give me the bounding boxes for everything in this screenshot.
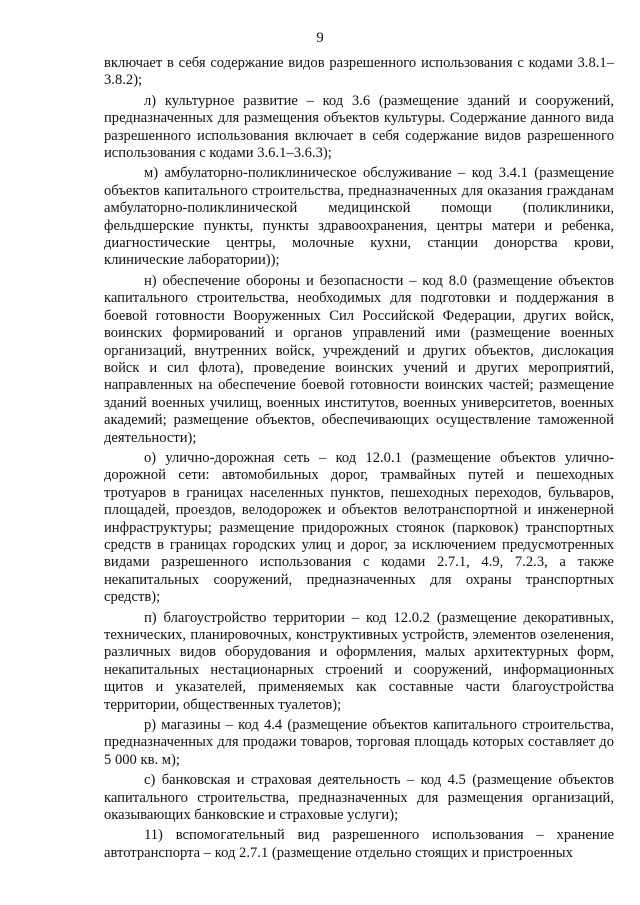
page-number: 9 (316, 30, 324, 46)
paragraph-item-o: о) улично-дорожная сеть – код 12.0.1 (размещение объектов улично-дорожной сети: автомобильных дорог, трамвайных путей и пешеходных тротуаров в границах населенных пунктов, пешеходных переходов, бульваров, площадей, проездов, велодорожек и объектов велотранспортной и инженерной инфраструктуры; размещение придорожных стоянок (парковок) транспортных средств в границах городских улиц и дорог, за исключением предусмотренных видами разрешенного использования с кодами 2.7.1, 4.9, 7.2.3, а также некапитальных сооружений, предназначенных для охраны транспортных средств); (104, 449, 614, 606)
paragraph-item-r: р) магазины – код 4.4 (размещение объектов капитального строительства, предназначенных для продажи товаров, торговая площадь которых составляет до 5 000 кв. м); (104, 717, 614, 768)
paragraph-continuation: включает в себя содержание видов разрешенного использования с кодами 3.8.1–3.8.2); (104, 55, 614, 89)
paragraph-item-p: п) благоустройство территории – код 12.0.2 (размещение декоративных, технических, планировочных, конструктивных устройств, элементов озеленения, различных видов оборудования и оформления, малых архитектурных форм, некапитальных нестационарных строений и сооружений, информационных щитов и указателей, применяемых как составные части благоустройства территории, общественных туалетов); (104, 609, 614, 713)
paragraph-item-11: 11) вспомогательный вид разрешенного использования – хранение автотранспорта – код 2.7.1 (размещение отдельно стоящих и пристроенных (104, 827, 614, 861)
paragraph-item-s: с) банковская и страховая деятельность – код 4.5 (размещение объектов капитального строительства, предназначенных для размещения организаций, оказывающих банковские и страховые услуги); (104, 772, 614, 824)
document-body (104, 55, 614, 865)
paragraph-item-n: н) обеспечение обороны и безопасности – код 8.0 (размещение объектов капитального строительства, необходимых для подготовки и поддержания в боевой готовности Вооруженных Сил Российской Федерации, других войск, воинских формирований и органов управлений ими (размещение военных организаций, внутренних войск, учреждений и других объектов, дислокация войск и сил флота), проведение воинских учений и других мероприятий, направленных на обеспечение боевой готовности воинских частей; размещение зданий военных училищ, военных институтов, военных университетов, военных академий; размещение объектов, обеспечивающих осуществление таможенной деятельности); (104, 272, 614, 446)
paragraph-item-l: л) культурное развитие – код 3.6 (размещение зданий и сооружений, предназначенных для размещения объектов культуры. Содержание данного вида разрешенного использования включает в себя содержание видов разрешенного использования с кодами 3.6.1–3.6.3); (104, 92, 614, 162)
paragraph-item-m: м) амбулаторно-поликлиническое обслуживание – код 3.4.1 (размещение объектов капитального строительства, предназначенных для оказания гражданам амбулаторно-поликлинической медицинской помощи (поликлиники, фельдшерские пункты, пункты здравоохранения, центры матери и ребенка, диагностические центры, молочные кухни, станции донорства крови, клинические лаборатории)); (104, 165, 614, 269)
